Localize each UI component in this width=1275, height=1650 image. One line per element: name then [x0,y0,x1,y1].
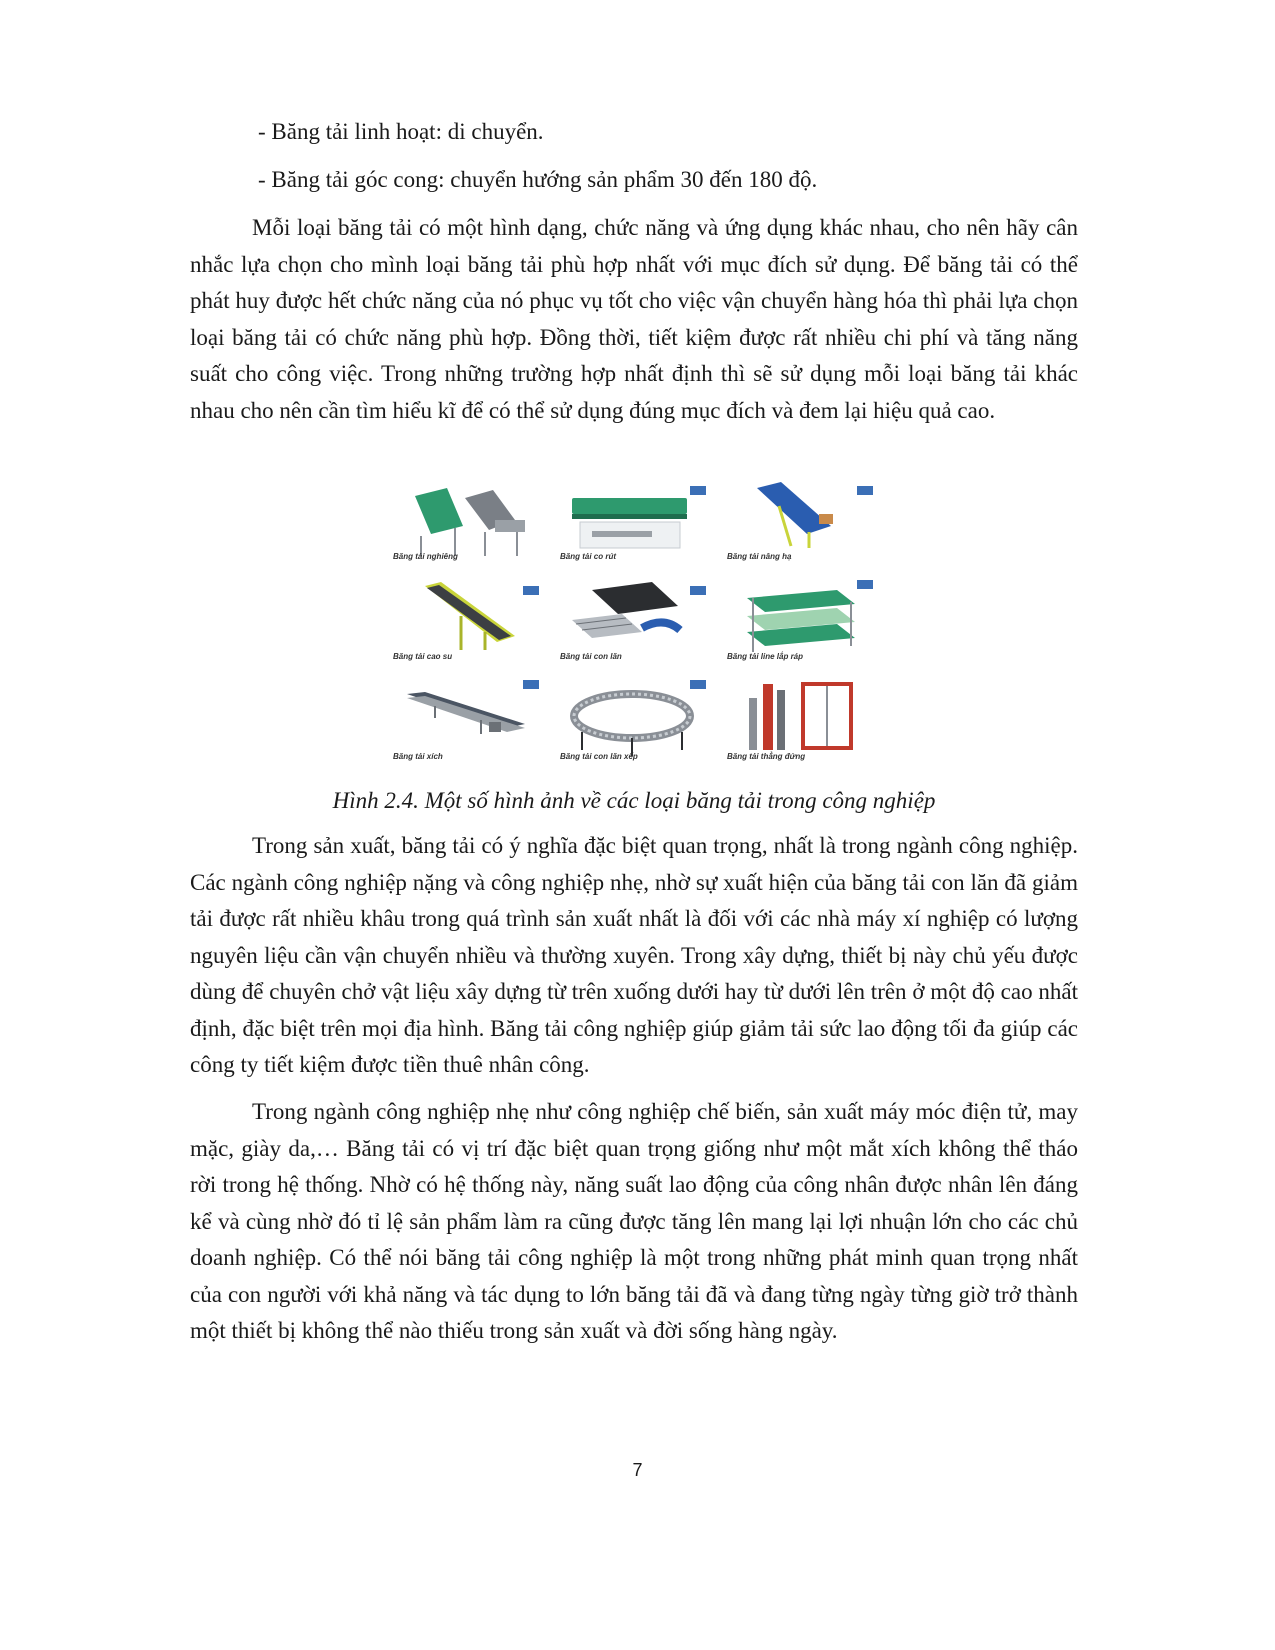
figure-label-roller: Băng tải con lăn [560,652,622,661]
bullet-curved-conveyor: - Băng tải góc cong: chuyển hướng sản phẩm 30 đến 180 độ. [258,167,818,192]
figure-cell-lifting [719,476,879,568]
figure-cell-assembly [719,576,879,668]
paragraph-conveyor-importance: Trong sản xuất, băng tải có ý nghĩa đặc biệt quan trọng, nhất là trong ngành công nghiệp. Các ngành công nghiệp nặng và công nghiệp nhẹ, nhờ sự xuất hiện của băng tải con lăn đã giảm tải được rất nhiều khâu trong quá trình sản xuất nhất là đối với các nhà máy xí nghiệp có lượng nguyên liệu cần vận chuyển nhiều và thường xuyên. Trong xây dựng, thiết bị này chủ yếu được dùng để chuyên chở vật liệu xây dựng từ trên xuống dưới hay từ dưới lên trên ở một độ cao nhất định, đặc biệt trên mọi địa hình. Băng tải công nghiệp giúp giảm tải sức lao động tối đa giúp các công ty tiết kiệm được tiền thuê nhân công. [190,833,1078,1077]
bullet-flexible-conveyor: - Băng tải linh hoạt: di chuyển. [258,119,544,144]
page-number: 7 [632,1460,643,1480]
paragraph-light-industry: Trong ngành công nghiệp nhẹ như công nghiệp chế biến, sản xuất máy móc điện tử, may mặc, giày da,… Băng tải có vị trí đặc biệt quan trọng giống như một mắt xích không thể tháo rời trong hệ thống. Nhờ có hệ thống này, năng suất lao động của công nhân được nhân lên đáng kể và cùng nhờ đó tỉ lệ sản phẩm làm ra cũng được tăng lên mang lại lợi nhuận lớn cho các chủ doanh nghiệp. Có thể nói băng tải công nghiệp là một trong những phát minh quan trọng nhất của con người với khả năng và tác dụng to lớn băng tải đã và đang từng ngày từng giờ trở thành một thiết bị không thể nào thiếu trong sản xuất và đời sống hàng ngày. [190,1099,1078,1343]
figure-cell-roller [552,576,712,668]
conveyor-types-figure [385,476,880,768]
figure-label-flexible-roller: Băng tải con lăn xếp [560,752,638,761]
figure-cell-vertical [719,676,879,768]
figure-cell-incline [385,476,545,568]
figure-label-rubber: Băng tải cao su [393,652,453,661]
figure-label-assembly: Băng tải line lắp ráp [727,652,804,661]
figure-label-incline: Băng tải nghiêng [393,552,458,561]
figure-label-vertical: Băng tải thẳng đứng [727,752,806,761]
figure-label-lifting: Băng tải nâng hạ [727,552,792,561]
figure-cell-telescopic [552,476,712,568]
figure-cell-chain [385,676,545,768]
paragraph-conveyor-selection: Mỗi loại băng tải có một hình dạng, chức năng và ứng dụng khác nhau, cho nên hãy cân nhắc lựa chọn cho mình loại băng tải phù hợp nhất với mục đích sử dụng. Để băng tải có thể phát huy được hết chức năng của nó phục vụ tốt cho việc vận chuyển hàng hóa thì phải lựa chọn loại băng tải có chức năng phù hợp. Đồng thời, tiết kiệm được rất nhiều chi phí và tăng năng suất cho công việc. Trong những trường hợp nhất định thì sẽ sử dụng mỗi loại băng tải khác nhau cho nên cần tìm hiểu kĩ để có thể sử dụng đúng mục đích và đem lại hiệu quả cao. [190,215,1078,423]
figure-cell-flexible-roller [552,676,712,768]
figure-cell-rubber [385,576,545,668]
figure-label-telescopic: Băng tải co rút [560,552,617,561]
figure-caption: Hình 2.4. Một số hình ảnh về các loại băng tải trong công nghiệp [332,788,936,813]
figure-label-chain: Băng tải xích [393,752,443,761]
